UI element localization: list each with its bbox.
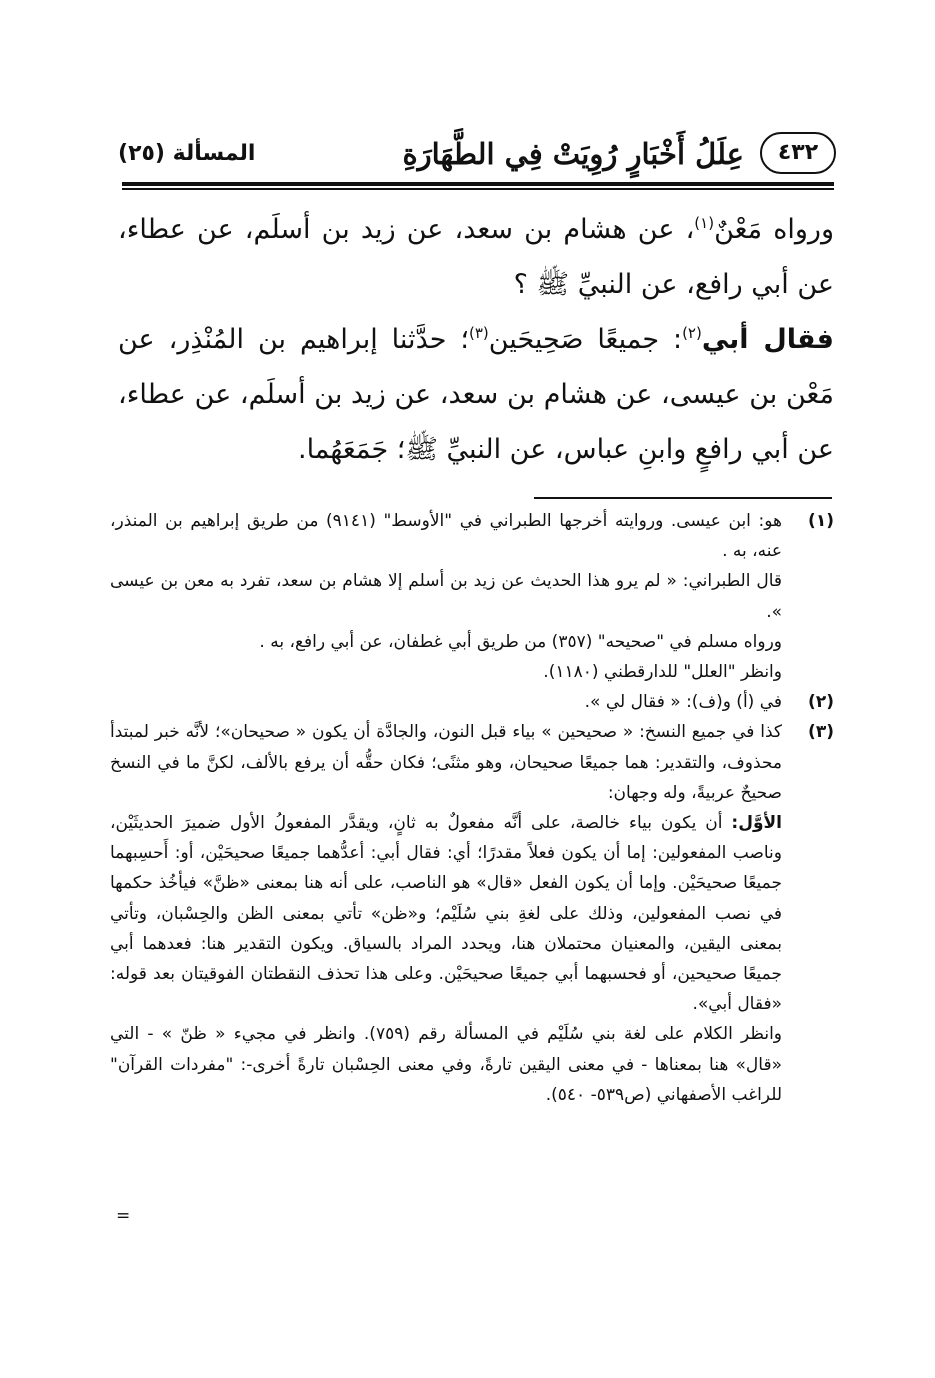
footnote-ref: (١) <box>694 214 715 232</box>
footnote-number: (١) <box>808 511 834 531</box>
footnote-text-run: أن يكون بياء خالصة، على أنَّه مفعولٌ به ثانٍ، ويقدَّر المفعولُ الأول ضميرَ الحديثَيْن، وناصب المفعولين: إما أن يكون فعلاً مقدرًا؛ أي: فقال أبي: أعدُّهما جميعًا صحيحَيْن، أو: أَحسِبهما جميعًا صحيحَيْن. وإما أن يكون الفعل «قال» هو الناصب، على أنه هنا بمعنى «ظنَّ» فيأخُذ حكمها في نصب المفعولين، وذلك على لغةِ بني سُلَيْم؛ و«ظن» تأتي بمعنى الظن والحِسْبان، وتأتي بمعنى اليقين، والمعنيان محتملان هنا، ويحدد المراد بالسياق. ويكون التقدير هنا: فعدهما أبي جميعًا صحيحين، أو فحسبهما أبي جميعًا صحيحَيْن. وعلى هذا تحذف النقطتان الفوقيتان بعد قوله: «فقال أبي». <box>110 813 782 1015</box>
footnote-number: (٣) <box>808 722 834 743</box>
footnote-text: قال الطبراني: « لم يرو هذا الحديث عن زيد بن أسلم إلا هشام بن سعد، تفرد به معن بن عيسى ». <box>110 571 782 622</box>
book-title: عِلَلُ أَخْبَارٍ رُوِيَتْ فِي الطَّهَارَةِ <box>402 137 744 171</box>
footnote-text: كذا في جميع النسخ: « صحيحين » بياء قبل النون، والجادَّة أن يكون « صحيحان»؛ لأنَّه خبر لمبتدأ محذوف، والتقدير: هما جميعًا صحيحان، وهو مثنًى؛ فكان حقُّه أن يرفع بالألف، لكنَّ ما في النسخ صحيحٌ عربيةً، وله وجهان: <box>110 722 782 803</box>
footnote-lead: الأوَّل: <box>731 813 782 834</box>
main-text-run: : جميعًا صَحِيحَين <box>488 324 683 355</box>
footnote-text: وانظر الكلام على لغة بني سُلَيْم في المسألة رقم (٧٥٩). وانظر في مجيء « ظنّ » - التي «قال» هنا بمعناها - في معنى اليقين تارةً، وفي معنى الحِسْبان تارةً أخرى-: "مفردات القرآن" للراغب الأصفهاني (ص٥٣٩- ٥٤٠). <box>110 1024 782 1105</box>
main-text-run: ورواه مَعْنٌ <box>714 214 834 245</box>
issue-label: المسألة (٢٥) <box>118 141 256 166</box>
paragraph-lead: فقال أبي <box>701 324 834 355</box>
header-rule-thin <box>122 188 834 190</box>
page-number: ٤٣٢ <box>760 132 836 174</box>
footnote-text: وانظر "العلل" للدارقطني (١١٨٠). <box>543 662 782 683</box>
footnote-text <box>110 808 782 1019</box>
footnote-ref: (٢) <box>682 324 702 342</box>
main-paragraph-2 <box>118 312 834 477</box>
footnote-separator <box>534 497 832 499</box>
footnote-2 <box>110 687 834 717</box>
page-header <box>118 128 836 180</box>
main-text-run: ؛ حدَّثنا إبراهيم بن المُنْذِر، عن مَعْن بن عيسى، عن هشام بن سعد، عن زيد بن أسلَم، عن عطاء، عن أبي رافعٍ وابنِ عباس، عن النبيِّ ﷺ؛ جَمَعَهُما. <box>118 324 834 465</box>
continuation-mark: = <box>116 1206 131 1226</box>
main-text-run: ، عن هشام بن سعد، عن زيد بن أسلَم، عن عطاء، عن أبي رافع، عن النبيِّ ﷺ ؟ <box>118 214 834 300</box>
header-rule-thick <box>122 182 834 186</box>
footnote-number: (٢) <box>808 692 834 713</box>
footnote-1 <box>110 506 834 687</box>
footnotes <box>110 506 834 1110</box>
footnote-text: ورواه مسلم في "صحيحه" (٣٥٧) من طريق أبي غطفان، عن أبي رافع، به . <box>259 631 782 652</box>
footnote-text: هو: ابن عيسى. وروايته أخرجها الطبراني في "الأوسط" (٩١٤١) من طريق إبراهيم بن المنذر، عنه، به . <box>110 511 782 562</box>
footnote-text: في (أ) و(ف): « فقال لي ». <box>584 692 782 713</box>
main-text <box>118 202 834 477</box>
footnote-3 <box>110 717 834 1110</box>
footnote-ref: (٣) <box>468 324 489 342</box>
main-paragraph-1 <box>118 202 834 312</box>
